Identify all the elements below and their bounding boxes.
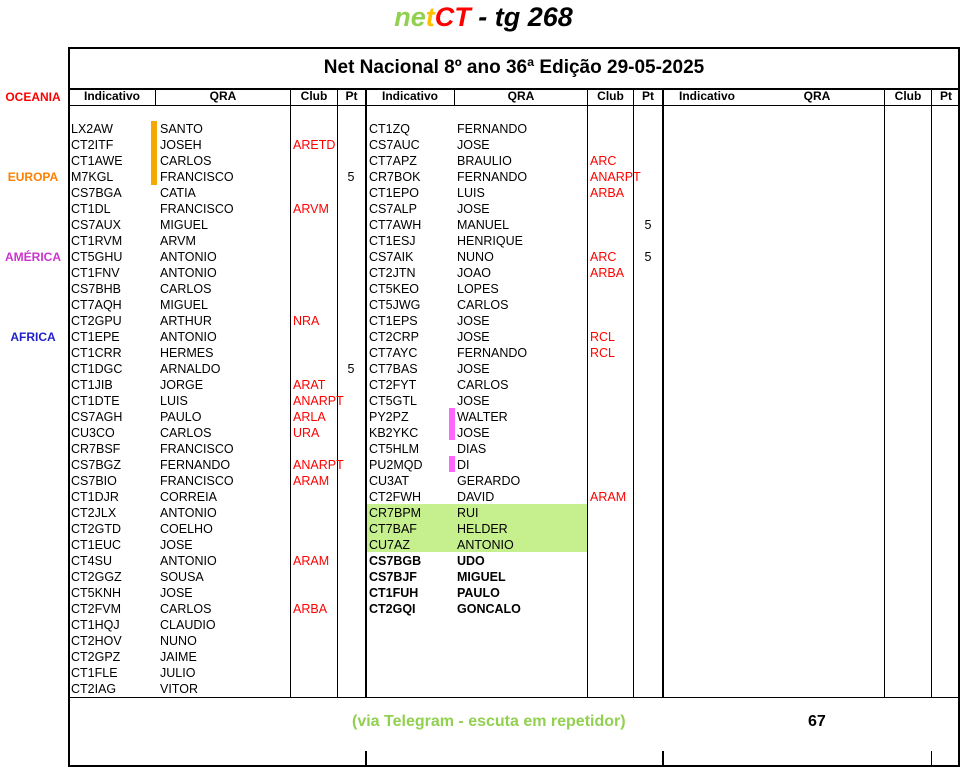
club-cell: ARBA [590,266,625,280]
club-cell: ARAM [293,474,330,488]
points-cell [337,249,365,265]
qra-cell: JOSE [457,426,490,440]
callsign-cell: CT1HQJ [71,618,120,632]
qra-cell: JOSE [457,202,490,216]
points-cell [337,425,365,441]
callsign-cell: CS7BGB [369,554,422,568]
callsign-cell: CT1AWE [71,154,123,168]
divider [884,89,885,697]
qra-cell: FRANCISCO [160,474,234,488]
callsign-cell: CS7AGH [71,410,123,424]
callsign-cell: CS7AIK [369,250,414,264]
club-cell: ARVM [293,202,329,216]
qra-cell: DAVID [457,490,495,504]
header-club-1: Club [300,89,328,103]
header-bottom-rule [68,105,960,106]
points-cell [634,457,662,473]
qra-cell: SOUSA [160,570,204,584]
callsign-cell: CU3AT [369,474,410,488]
callsign-cell: KB2YKC [369,426,419,440]
header-callsign-3: Indicativo [678,89,735,103]
callsign-cell: CT5GHU [71,250,123,264]
callsign-cell: CT1EPS [369,314,418,328]
callsign-cell: CT2IAG [71,682,117,696]
club-cell: ARC [590,250,617,264]
callsign-cell: CT2ITF [71,138,114,152]
callsign-cell: CT7APZ [369,154,417,168]
qra-cell: CARLOS [457,378,509,392]
club-cell: ARC [590,154,617,168]
qra-cell: ANTONIO [160,554,217,568]
callsign-cell: CT1CRR [71,346,122,360]
qra-cell: JOSE [457,330,490,344]
header-qra-2: QRA [507,89,535,103]
header-pt-3: Pt [940,89,952,103]
callsign-cell: CT1RVM [71,234,123,248]
points-cell [337,441,365,457]
points-cell [337,153,365,169]
points-cell [634,313,662,329]
qra-cell: CARLOS [160,154,212,168]
callsign-cell: CS7ALP [369,202,417,216]
points-cell [337,329,365,345]
points-cell [337,233,365,249]
points-cell [634,329,662,345]
qra-cell: JULIO [160,666,196,680]
qra-cell: LUIS [160,394,188,408]
qra-cell: FERNANDO [457,346,528,360]
callsign-cell: CS7BGZ [71,458,122,472]
callsign-cell: LX2AW [71,122,113,136]
qra-cell: JOSE [457,138,490,152]
callsign-cell: CT2GPZ [71,650,121,664]
qra-cell: CARLOS [160,282,212,296]
points-cell: 5 [644,250,652,264]
points-cell [337,601,365,617]
qra-cell: CORREIA [160,490,217,504]
qra-cell: VITOR [160,682,198,696]
qra-cell: PAULO [160,410,202,424]
qra-cell: FERNANDO [160,458,231,472]
callsign-cell: CS7BGA [71,186,122,200]
qra-cell: PAULO [457,586,500,600]
club-cell: ARAT [293,378,326,392]
qra-cell: JOSE [457,362,490,376]
divider [587,89,588,697]
club-cell: RCL [590,330,616,344]
qra-cell: GONCALO [457,602,521,616]
callsign-cell: CT1JIB [71,378,113,392]
points-cell [634,281,662,297]
points-cell [337,265,365,281]
callsign-cell: CU3CO [71,426,115,440]
club-cell: ARBA [293,602,328,616]
points-cell [337,409,365,425]
callsign-cell: CR7BPM [369,506,422,520]
callsign-cell: CT1EPO [369,186,420,200]
header-club-2: Club [597,89,624,103]
points-cell [634,393,662,409]
callsign-cell: CS7AUC [369,138,420,152]
qra-cell: MIGUEL [160,218,208,232]
points-cell [634,185,662,201]
qra-cell: HENRIQUE [457,234,523,248]
header-club-3: Club [894,89,922,103]
callsign-cell: CT5HLM [369,442,420,456]
points-cell [337,665,365,681]
points-cell [337,217,365,233]
callsign-cell: CT2FVM [71,602,121,616]
callsign-cell: CT2JLX [71,506,117,520]
points-cell [337,537,365,553]
divider [365,89,367,697]
pink-marker [449,408,455,440]
points-cell [634,569,662,585]
divider [662,751,664,765]
points-cell [337,649,365,665]
points-cell [634,137,662,153]
points-cell [634,537,662,553]
page-title: netCT - tg 268 [394,2,573,32]
callsign-cell: CT1DJR [71,490,119,504]
qra-cell: LUIS [457,186,485,200]
qra-cell: HELDER [457,522,508,536]
qra-cell: MIGUEL [160,298,208,312]
callsign-cell: CT5GTL [369,394,417,408]
points-cell [337,553,365,569]
header-callsign-2: Indicativo [381,89,438,103]
club-cell: ANARPT [293,458,344,472]
points-cell [337,681,365,697]
header-pt-1: Pt [345,89,358,103]
points-cell [337,393,365,409]
callsign-cell: CS7BIO [71,474,117,488]
total-count: 67 [808,713,826,730]
qra-cell: ARTHUR [160,314,212,328]
points-cell [337,121,365,137]
points-cell [634,345,662,361]
qra-cell: CARLOS [457,298,509,312]
orange-marker [151,121,157,185]
callsign-cell: CT7BAS [369,362,418,376]
callsign-cell: CT2GTD [71,522,121,536]
divider [662,89,664,697]
points-cell [337,585,365,601]
divider [931,89,932,697]
qra-cell: CARLOS [160,602,212,616]
qra-cell: FRANCISCO [160,170,234,184]
qra-cell: CLAUDIO [160,618,216,632]
callsign-cell: CT1ZQ [369,122,410,136]
points-cell [337,201,365,217]
qra-cell: NUNO [160,634,197,648]
qra-cell: DI [457,458,470,472]
points-cell [337,569,365,585]
points-cell [634,553,662,569]
callsign-cell: CT2FWH [369,490,422,504]
callsign-cell: CT5KNH [71,586,122,600]
callsign-cell: CT2GQI [369,602,416,616]
qra-cell: CARLOS [160,426,212,440]
points-cell [634,585,662,601]
callsign-cell: CT1EUC [71,538,122,552]
body-bottom-rule [68,697,960,698]
points-cell: 5 [644,218,652,232]
qra-cell: DIAS [457,442,487,456]
region-oceania: OCEANIA [5,90,61,104]
region-america: AMÉRICA [5,250,61,264]
divider [365,751,367,765]
callsign-cell: CT2HOV [71,634,122,648]
points-cell [634,409,662,425]
qra-cell: FRANCISCO [160,442,234,456]
callsign-cell: CT7AYC [369,346,418,360]
points-cell [337,489,365,505]
points-cell [634,377,662,393]
qra-cell: JOSE [160,538,193,552]
qra-cell: FERNANDO [457,170,528,184]
qra-cell: GERARDO [457,474,521,488]
region-europa: EUROPA [7,170,59,184]
footer-note: (via Telegram - escuta em repetidor) [352,713,626,730]
callsign-cell: CT7AQH [71,298,122,312]
callsign-cell: PY2PZ [369,410,409,424]
callsign-cell: CT1DTE [71,394,120,408]
qra-cell: ANTONIO [457,538,514,552]
divider [290,89,291,697]
qra-cell: MANUEL [457,218,510,232]
qra-cell: JOSE [457,314,490,328]
callsign-cell: CT7AWH [369,218,422,232]
qra-cell: RUI [457,506,479,520]
club-cell: RCL [590,346,616,360]
qra-cell: ANTONIO [160,250,217,264]
callsign-cell: CR7BOK [369,170,421,184]
qra-cell: ANTONIO [160,266,217,280]
divider [931,751,932,765]
points-cell [634,505,662,521]
club-cell: ARAM [293,554,330,568]
qra-cell: JOSE [160,586,193,600]
callsign-cell: CT2FYT [369,378,417,392]
callsign-cell: CT1FNV [71,266,120,280]
points-cell [337,473,365,489]
pink-marker [449,456,455,472]
qra-cell: WALTER [457,410,508,424]
points-cell [634,425,662,441]
points-cell [634,201,662,217]
points-cell: 5 [347,362,355,376]
club-cell: ARBA [590,186,625,200]
callsign-cell: CT5JWG [369,298,421,312]
points-cell [634,521,662,537]
qra-cell: NUNO [457,250,494,264]
header-callsign-1: Indicativo [83,89,140,103]
qra-cell: ANTONIO [160,506,217,520]
callsign-cell: M7KGL [71,170,114,184]
points-cell [634,265,662,281]
callsign-cell: CT1EPE [71,330,120,344]
club-cell: ANARPT [590,170,641,184]
qra-cell: FRANCISCO [160,202,234,216]
points-cell [634,233,662,249]
club-cell: ARLA [293,410,326,424]
points-cell: 5 [347,170,355,184]
callsign-cell: CS7AUX [71,218,122,232]
callsign-cell: CT1DL [71,202,111,216]
points-cell [337,457,365,473]
points-cell [337,505,365,521]
club-cell: ARETD [293,138,336,152]
callsign-cell: CT4SU [71,554,112,568]
points-cell [634,153,662,169]
callsign-cell: CT2GGZ [71,570,122,584]
callsign-cell: CT5KEO [369,282,420,296]
callsign-cell: CS7BHB [71,282,122,296]
points-cell [634,169,662,185]
qra-cell: HERMES [160,346,214,360]
club-cell: ANARPT [293,394,344,408]
qra-cell: ANTONIO [160,330,217,344]
table-title: Net Nacional 8º ano 36ª Edição 29-05-2025 [323,57,705,78]
callsign-cell: CT1FLE [71,666,118,680]
points-cell [634,601,662,617]
callsign-cell: CT1ESJ [369,234,416,248]
points-cell [337,137,365,153]
points-cell [337,185,365,201]
qra-cell: ARNALDO [160,362,221,376]
points-cell [337,633,365,649]
points-cell [337,281,365,297]
qra-cell: SANTO [160,122,203,136]
callsign-cell: CT2CRP [369,330,420,344]
callsign-cell: CS7BJF [369,570,417,584]
qra-cell: CATIA [160,186,196,200]
callsign-cell: CU7AZ [369,538,410,552]
callsign-cell: CT1DGC [71,362,123,376]
callsign-cell: CR7BSF [71,442,121,456]
qra-cell: LOPES [457,282,499,296]
qra-cell: JOSE [457,394,490,408]
region-africa: AFRICA [10,330,56,344]
club-cell: ARAM [590,490,627,504]
points-cell [337,313,365,329]
header-pt-2: Pt [642,89,654,103]
points-cell [634,473,662,489]
club-cell: NRA [293,314,320,328]
callsign-cell: PU2MQD [369,458,423,472]
header-qra-1: QRA [209,89,237,103]
points-cell [634,121,662,137]
callsign-cell: CT1FUH [369,586,419,600]
callsign-cell: CT2GPU [71,314,122,328]
qra-cell: MIGUEL [457,570,506,584]
qra-cell: JAIME [160,650,197,664]
qra-cell: JORGE [160,378,204,392]
points-cell [337,297,365,313]
points-cell [634,489,662,505]
points-cell [634,361,662,377]
club-cell: URA [293,426,320,440]
qra-cell: UDO [457,554,485,568]
points-cell [634,441,662,457]
qra-cell: JOAO [457,266,492,280]
points-cell [337,521,365,537]
points-cell [634,297,662,313]
points-cell [337,377,365,393]
qra-cell: COELHO [160,522,213,536]
points-cell [337,345,365,361]
qra-cell: ARVM [160,234,196,248]
qra-cell: BRAULIO [457,154,512,168]
qra-cell: JOSEH [160,138,202,152]
callsign-cell: CT7BAF [369,522,417,536]
points-cell [337,617,365,633]
header-qra-3: QRA [803,89,831,103]
callsign-cell: CT2JTN [369,266,416,280]
qra-cell: FERNANDO [457,122,528,136]
